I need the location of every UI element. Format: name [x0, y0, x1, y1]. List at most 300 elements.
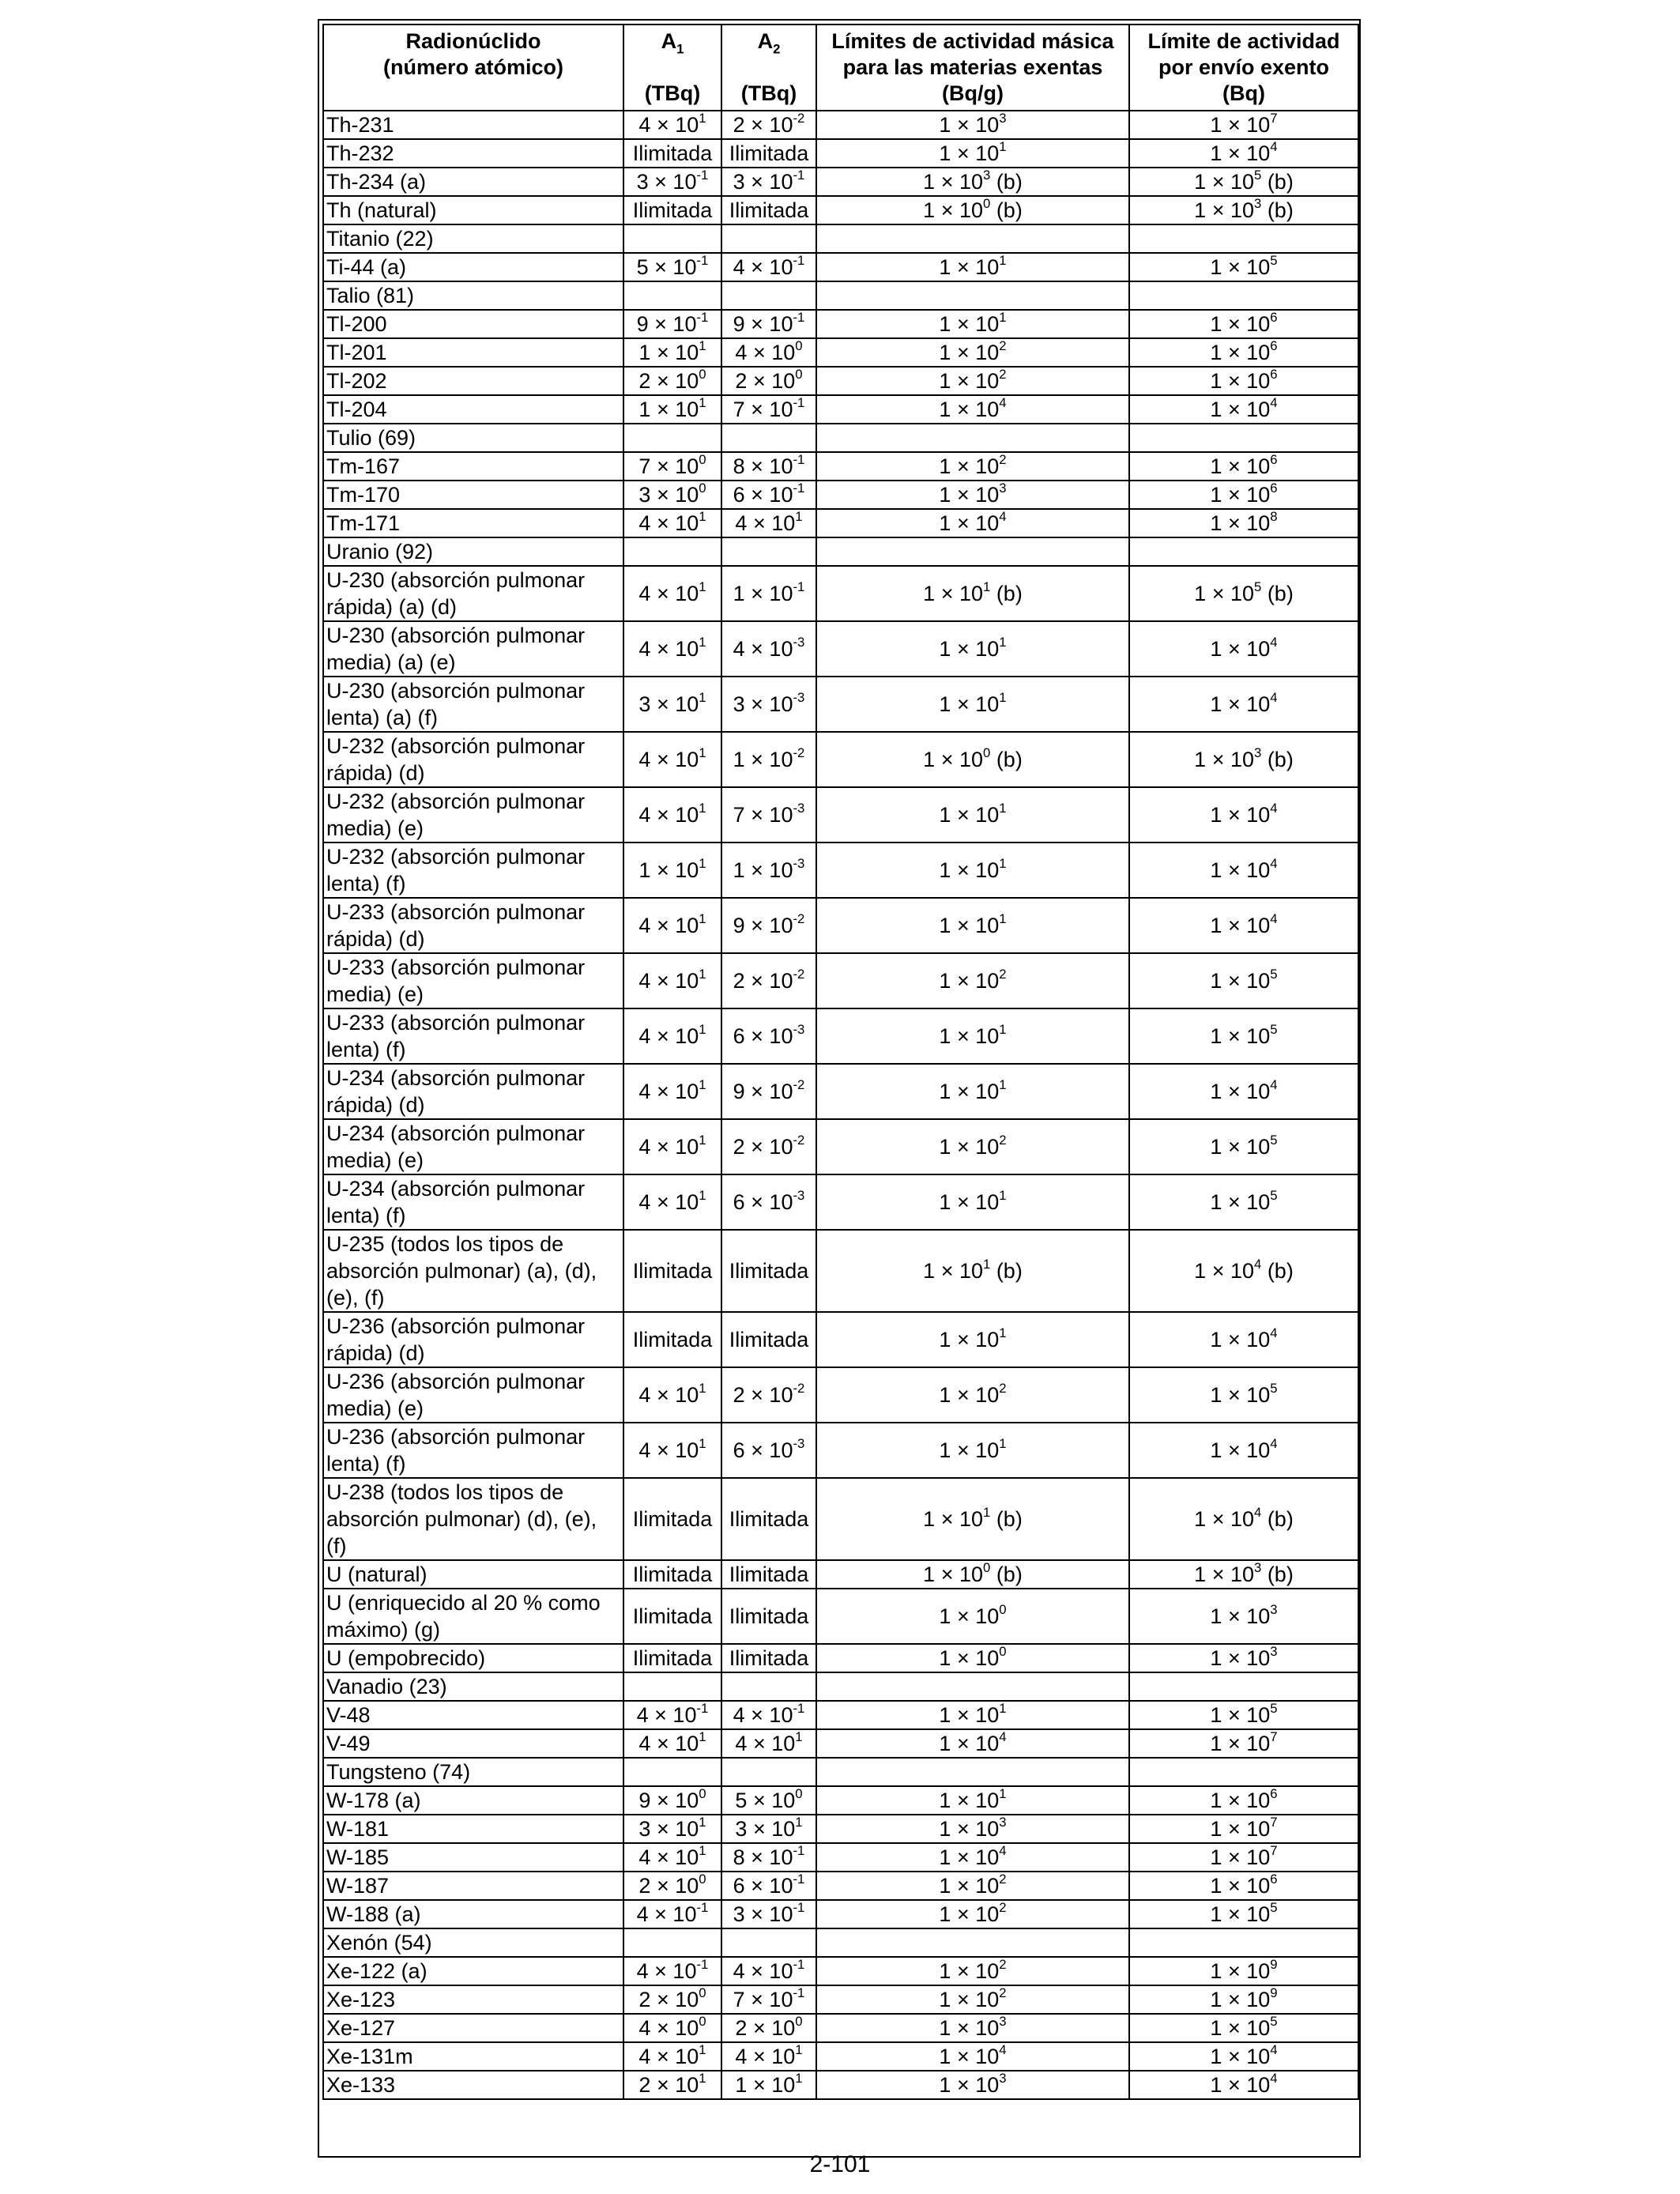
consignment-activity-cell — [1129, 537, 1358, 566]
table-row — [323, 1312, 1358, 1367]
mass-activity-cell: $1 \times 10^2$ — [816, 452, 1129, 481]
a1-cell: $4 \times 10^1$ — [623, 566, 721, 621]
a2-cell — [721, 424, 816, 452]
a1-cell: $1 \times 10^1$ — [623, 843, 721, 898]
mass-activity-cell: $1 \times 10^1$ — [816, 677, 1129, 732]
consignment-activity-cell: $1 \times 10^5$ — [1129, 1701, 1358, 1729]
header-consignment-activity-limit: Límite de actividad por envío exento (Bq) — [1129, 25, 1358, 111]
a1-cell: Ilimitada — [623, 1589, 721, 1644]
consignment-activity-cell: $1 \times 10^4$ — [1129, 898, 1358, 953]
mass-activity-cell: $1 \times 10^1$ — [816, 1701, 1129, 1729]
consignment-activity-cell: $1 \times 10^6$ — [1129, 310, 1358, 338]
a2-cell: Ilimitada — [721, 1478, 816, 1560]
mass-activity-cell — [816, 1758, 1129, 1786]
a2-cell: $6 \times 10^{-3}$ — [721, 1008, 816, 1064]
a1-cell — [623, 224, 721, 253]
table-row — [323, 168, 1358, 196]
a2-cell: Ilimitada — [721, 1230, 816, 1312]
radionuclide-cell: U-234 (absorción pulmonar rápida) (d) — [323, 1064, 623, 1119]
table-row — [323, 1119, 1358, 1174]
table-row — [323, 1367, 1358, 1423]
table-row — [323, 1560, 1358, 1589]
mass-activity-cell: $1 \times 10^2$ — [816, 1900, 1129, 1928]
table-row — [323, 509, 1358, 537]
a2-cell: $9 \times 10^{-1}$ — [721, 310, 816, 338]
table-row — [323, 1900, 1358, 1928]
radionuclide-cell: Th-232 — [323, 139, 623, 168]
radionuclide-cell: Tl-204 — [323, 395, 623, 424]
consignment-activity-cell: $1 \times 10^4$ — [1129, 395, 1358, 424]
a2-cell: $8 \times 10^{-1}$ — [721, 452, 816, 481]
table-header-row — [323, 25, 1358, 111]
table-row — [323, 224, 1358, 253]
a1-cell: $4 \times 10^1$ — [623, 1119, 721, 1174]
a2-cell: $6 \times 10^{-3}$ — [721, 1423, 816, 1478]
consignment-activity-cell: $1 \times 10^4$ — [1129, 1064, 1358, 1119]
radionuclide-cell: U (natural) — [323, 1560, 623, 1589]
a2-cell — [721, 224, 816, 253]
radionuclide-cell: U-234 (absorción pulmonar lenta) (f) — [323, 1174, 623, 1230]
table-row — [323, 338, 1358, 367]
mass-activity-cell: $1 \times 10^1$ — [816, 1064, 1129, 1119]
a1-cell: Ilimitada — [623, 196, 721, 224]
consignment-activity-cell: $1 \times 10^7$ — [1129, 111, 1358, 139]
a1-cell: $2 \times 10^0$ — [623, 1872, 721, 1900]
a1-cell — [623, 537, 721, 566]
a1-cell: $3 \times 10^1$ — [623, 1815, 721, 1843]
a1-cell: $4 \times 10^1$ — [623, 621, 721, 677]
radionuclide-cell: Tl-202 — [323, 367, 623, 395]
table-row — [323, 1230, 1358, 1312]
a2-cell: $4 \times 10^0$ — [721, 338, 816, 367]
a1-cell: $4 \times 10^1$ — [623, 509, 721, 537]
a2-cell: $4 \times 10^{-3}$ — [721, 621, 816, 677]
radionuclide-cell: U-232 (absorción pulmonar lenta) (f) — [323, 843, 623, 898]
mass-activity-cell: $1 \times 10^1$ — [816, 1786, 1129, 1815]
consignment-activity-cell: $1 \times 10^3$ (b) — [1129, 1560, 1358, 1589]
table-row — [323, 1729, 1358, 1758]
a2-cell: $6 \times 10^{-3}$ — [721, 1174, 816, 1230]
radionuclide-cell: Tulio (69) — [323, 424, 623, 452]
mass-activity-cell: $1 \times 10^1$ — [816, 843, 1129, 898]
a1-cell: $4 \times 10^1$ — [623, 1367, 721, 1423]
radionuclide-cell: Tl-201 — [323, 338, 623, 367]
a1-cell: $4 \times 10^1$ — [623, 898, 721, 953]
page-number: 2-101 — [809, 2151, 871, 2177]
a1-cell: $5 \times 10^{-1}$ — [623, 253, 721, 281]
consignment-activity-cell: $1 \times 10^5$ (b) — [1129, 168, 1358, 196]
radionuclide-cell: Xenón (54) — [323, 1928, 623, 1957]
table-row — [323, 1478, 1358, 1560]
table-row — [323, 2014, 1358, 2042]
mass-activity-cell: $1 \times 10^0$ (b) — [816, 732, 1129, 787]
header-mass-activity-limits: Límites de actividad másica para las materias exentas (Bq/g) — [816, 25, 1129, 111]
a2-cell: Ilimitada — [721, 139, 816, 168]
radionuclide-cell: Xe-127 — [323, 2014, 623, 2042]
table-row — [323, 1843, 1358, 1872]
radionuclide-cell: U-236 (absorción pulmonar media) (e) — [323, 1367, 623, 1423]
radionuclide-cell: W-187 — [323, 1872, 623, 1900]
consignment-activity-cell: $1 \times 10^4$ — [1129, 1423, 1358, 1478]
a2-cell: $7 \times 10^{-1}$ — [721, 1985, 816, 2014]
a2-cell: $6 \times 10^{-1}$ — [721, 481, 816, 509]
table-row — [323, 1786, 1358, 1815]
a1-cell: $3 \times 10^0$ — [623, 481, 721, 509]
a2-cell: $3 \times 10^{-1}$ — [721, 1900, 816, 1928]
radionuclide-cell: U-235 (todos los tipos de absorción pulmonar) (a), (d), (e), (f) — [323, 1230, 623, 1312]
a1-cell: Ilimitada — [623, 1644, 721, 1672]
radionuclide-cell: Th (natural) — [323, 196, 623, 224]
a2-cell: $4 \times 10^1$ — [721, 509, 816, 537]
radionuclide-cell: Th-231 — [323, 111, 623, 139]
a2-cell: $2 \times 10^{-2}$ — [721, 1119, 816, 1174]
a2-cell: $2 \times 10^0$ — [721, 367, 816, 395]
consignment-activity-cell: $1 \times 10^5$ — [1129, 253, 1358, 281]
a1-cell: $4 \times 10^0$ — [623, 2014, 721, 2042]
radionuclide-cell: Tm-167 — [323, 452, 623, 481]
a1-cell — [623, 424, 721, 452]
header-a2: $A_2$ (TBq) — [721, 25, 816, 111]
a2-cell — [721, 1672, 816, 1701]
a2-cell: $9 \times 10^{-2}$ — [721, 1064, 816, 1119]
radionuclide-cell: U-238 (todos los tipos de absorción pulmonar) (d), (e), (f) — [323, 1478, 623, 1560]
radionuclide-cell: U-236 (absorción pulmonar lenta) (f) — [323, 1423, 623, 1478]
table-row — [323, 111, 1358, 139]
mass-activity-cell — [816, 1928, 1129, 1957]
a1-cell: $9 \times 10^0$ — [623, 1786, 721, 1815]
radionuclide-cell: Uranio (92) — [323, 537, 623, 566]
consignment-activity-cell: $1 \times 10^4$ — [1129, 2071, 1358, 2099]
consignment-activity-cell — [1129, 224, 1358, 253]
mass-activity-cell: $1 \times 10^0$ (b) — [816, 196, 1129, 224]
a2-cell: $7 \times 10^{-1}$ — [721, 395, 816, 424]
consignment-activity-cell: $1 \times 10^6$ — [1129, 1786, 1358, 1815]
table-row — [323, 1589, 1358, 1644]
table-row — [323, 898, 1358, 953]
a2-cell: $2 \times 10^{-2}$ — [721, 1367, 816, 1423]
a1-cell: $4 \times 10^1$ — [623, 1174, 721, 1230]
mass-activity-cell: $1 \times 10^2$ — [816, 367, 1129, 395]
mass-activity-cell: $1 \times 10^1$ (b) — [816, 566, 1129, 621]
radionuclide-cell: U (enriquecido al 20 % como máximo) (g) — [323, 1589, 623, 1644]
consignment-activity-cell: $1 \times 10^5$ — [1129, 953, 1358, 1008]
a2-cell: $5 \times 10^0$ — [721, 1786, 816, 1815]
radionuclide-cell: W-178 (a) — [323, 1786, 623, 1815]
a1-cell: $4 \times 10^{-1}$ — [623, 1701, 721, 1729]
a1-cell: $7 \times 10^0$ — [623, 452, 721, 481]
a2-cell: $9 \times 10^{-2}$ — [721, 898, 816, 953]
a1-cell: $4 \times 10^1$ — [623, 1008, 721, 1064]
consignment-activity-cell: $1 \times 10^4$ (b) — [1129, 1230, 1358, 1312]
table-row — [323, 1872, 1358, 1900]
consignment-activity-cell: $1 \times 10^6$ — [1129, 338, 1358, 367]
mass-activity-cell: $1 \times 10^3$ — [816, 2014, 1129, 2042]
a1-cell: $4 \times 10^1$ — [623, 1843, 721, 1872]
table-row — [323, 843, 1358, 898]
mass-activity-cell: $1 \times 10^1$ (b) — [816, 1478, 1129, 1560]
a1-cell: $3 \times 10^1$ — [623, 677, 721, 732]
consignment-activity-cell: $1 \times 10^9$ — [1129, 1985, 1358, 2014]
a1-cell: Ilimitada — [623, 1312, 721, 1367]
consignment-activity-cell — [1129, 424, 1358, 452]
radionuclide-cell: U-234 (absorción pulmonar media) (e) — [323, 1119, 623, 1174]
consignment-activity-cell: $1 \times 10^6$ — [1129, 452, 1358, 481]
consignment-activity-cell: $1 \times 10^4$ — [1129, 2042, 1358, 2071]
a2-cell: $4 \times 10^{-1}$ — [721, 253, 816, 281]
consignment-activity-cell: $1 \times 10^7$ — [1129, 1729, 1358, 1758]
radionuclide-cell: Ti-44 (a) — [323, 253, 623, 281]
table-row — [323, 1701, 1358, 1729]
table-row — [323, 787, 1358, 843]
table-row — [323, 1672, 1358, 1701]
a2-cell: $4 \times 10^1$ — [721, 2042, 816, 2071]
a1-cell — [623, 1928, 721, 1957]
a2-cell: $6 \times 10^{-1}$ — [721, 1872, 816, 1900]
a1-cell: Ilimitada — [623, 1478, 721, 1560]
table-row — [323, 1758, 1358, 1786]
a1-cell — [623, 1672, 721, 1701]
a2-cell: $3 \times 10^{-3}$ — [721, 677, 816, 732]
a1-cell: $2 \times 10^0$ — [623, 367, 721, 395]
consignment-activity-cell: $1 \times 10^4$ — [1129, 787, 1358, 843]
table-row — [323, 367, 1358, 395]
radionuclide-cell: Tl-200 — [323, 310, 623, 338]
radionuclide-cell: W-188 (a) — [323, 1900, 623, 1928]
radionuclide-cell: Titanio (22) — [323, 224, 623, 253]
a2-cell: $1 \times 10^{-2}$ — [721, 732, 816, 787]
radionuclide-cell: Vanadio (23) — [323, 1672, 623, 1701]
radionuclide-cell: Tm-171 — [323, 509, 623, 537]
radionuclide-cell: U-233 (absorción pulmonar media) (e) — [323, 953, 623, 1008]
a1-cell: $3 \times 10^{-1}$ — [623, 168, 721, 196]
a1-cell: Ilimitada — [623, 1230, 721, 1312]
mass-activity-cell: $1 \times 10^1$ — [816, 139, 1129, 168]
table-row — [323, 1985, 1358, 2014]
radionuclide-cell: Xe-122 (a) — [323, 1957, 623, 1985]
radionuclide-cell: Xe-133 — [323, 2071, 623, 2099]
consignment-activity-cell: $1 \times 10^3$ (b) — [1129, 196, 1358, 224]
a2-cell — [721, 1758, 816, 1786]
mass-activity-cell — [816, 281, 1129, 310]
radionuclide-cell: W-185 — [323, 1843, 623, 1872]
header-radionuclide: Radionúclido (número atómico) — [323, 25, 623, 111]
mass-activity-cell: $1 \times 10^2$ — [816, 1872, 1129, 1900]
a2-cell: $7 \times 10^{-3}$ — [721, 787, 816, 843]
table-row — [323, 253, 1358, 281]
consignment-activity-cell: $1 \times 10^4$ — [1129, 139, 1358, 168]
consignment-activity-cell — [1129, 281, 1358, 310]
table-row — [323, 1957, 1358, 1985]
radionuclide-cell: U-236 (absorción pulmonar rápida) (d) — [323, 1312, 623, 1367]
mass-activity-cell: $1 \times 10^1$ — [816, 253, 1129, 281]
mass-activity-cell: $1 \times 10^1$ — [816, 787, 1129, 843]
mass-activity-cell: $1 \times 10^4$ — [816, 395, 1129, 424]
consignment-activity-cell: $1 \times 10^6$ — [1129, 367, 1358, 395]
table-row — [323, 196, 1358, 224]
a2-cell: $2 \times 10^{-2}$ — [721, 953, 816, 1008]
radionuclide-cell: U-232 (absorción pulmonar rápida) (d) — [323, 732, 623, 787]
table-row — [323, 1644, 1358, 1672]
consignment-activity-cell: $1 \times 10^4$ — [1129, 1312, 1358, 1367]
mass-activity-cell: $1 \times 10^2$ — [816, 1957, 1129, 1985]
table-row — [323, 953, 1358, 1008]
table-row — [323, 395, 1358, 424]
table-row — [323, 481, 1358, 509]
table-row — [323, 281, 1358, 310]
consignment-activity-cell: $1 \times 10^7$ — [1129, 1843, 1358, 1872]
a1-cell: $1 \times 10^1$ — [623, 338, 721, 367]
a2-cell: $4 \times 10^{-1}$ — [721, 1957, 816, 1985]
a2-cell — [721, 281, 816, 310]
table-row — [323, 310, 1358, 338]
mass-activity-cell — [816, 537, 1129, 566]
table-row — [323, 566, 1358, 621]
consignment-activity-cell: $1 \times 10^5$ — [1129, 2014, 1358, 2042]
mass-activity-cell — [816, 224, 1129, 253]
a1-cell: $4 \times 10^1$ — [623, 787, 721, 843]
consignment-activity-cell: $1 \times 10^5$ — [1129, 1367, 1358, 1423]
a2-cell: $1 \times 10^{-1}$ — [721, 566, 816, 621]
radionuclide-cell: W-181 — [323, 1815, 623, 1843]
consignment-activity-cell: $1 \times 10^7$ — [1129, 1815, 1358, 1843]
consignment-activity-cell: $1 \times 10^9$ — [1129, 1957, 1358, 1985]
table-row — [323, 1815, 1358, 1843]
a2-cell — [721, 1928, 816, 1957]
consignment-activity-cell: $1 \times 10^6$ — [1129, 481, 1358, 509]
header-a1: $A_1$ (TBq) — [623, 25, 721, 111]
mass-activity-cell — [816, 1672, 1129, 1701]
consignment-activity-cell: $1 \times 10^5$ — [1129, 1008, 1358, 1064]
radionuclide-cell: V-48 — [323, 1701, 623, 1729]
consignment-activity-cell — [1129, 1758, 1358, 1786]
consignment-activity-cell: $1 \times 10^3$ — [1129, 1644, 1358, 1672]
table-row — [323, 452, 1358, 481]
a1-cell: $2 \times 10^0$ — [623, 1985, 721, 2014]
consignment-activity-cell: $1 \times 10^4$ — [1129, 843, 1358, 898]
consignment-activity-cell: $1 \times 10^3$ (b) — [1129, 732, 1358, 787]
a1-cell: $4 \times 10^{-1}$ — [623, 1957, 721, 1985]
mass-activity-cell: $1 \times 10^3$ — [816, 1815, 1129, 1843]
mass-activity-cell: $1 \times 10^4$ — [816, 2042, 1129, 2071]
mass-activity-cell: $1 \times 10^1$ — [816, 1174, 1129, 1230]
radionuclide-table — [322, 24, 1359, 2100]
a2-cell: Ilimitada — [721, 1560, 816, 1589]
a1-cell: $2 \times 10^1$ — [623, 2071, 721, 2099]
radionuclide-cell: Xe-123 — [323, 1985, 623, 2014]
mass-activity-cell: $1 \times 10^1$ — [816, 1423, 1129, 1478]
table-row — [323, 1174, 1358, 1230]
mass-activity-cell: $1 \times 10^1$ (b) — [816, 1230, 1129, 1312]
mass-activity-cell: $1 \times 10^2$ — [816, 1367, 1129, 1423]
a2-cell: $1 \times 10^1$ — [721, 2071, 816, 2099]
radionuclide-cell: U (empobrecido) — [323, 1644, 623, 1672]
radionuclide-cell: Xe-131m — [323, 2042, 623, 2071]
consignment-activity-cell: $1 \times 10^4$ — [1129, 621, 1358, 677]
mass-activity-cell: $1 \times 10^0$ — [816, 1589, 1129, 1644]
a1-cell: $1 \times 10^1$ — [623, 395, 721, 424]
radionuclide-cell: U-232 (absorción pulmonar media) (e) — [323, 787, 623, 843]
mass-activity-cell: $1 \times 10^4$ — [816, 1729, 1129, 1758]
a1-cell: $4 \times 10^1$ — [623, 1064, 721, 1119]
mass-activity-cell: $1 \times 10^1$ — [816, 1008, 1129, 1064]
consignment-activity-cell: $1 \times 10^3$ — [1129, 1589, 1358, 1644]
mass-activity-cell: $1 \times 10^1$ — [816, 1312, 1129, 1367]
mass-activity-cell: $1 \times 10^3$ — [816, 481, 1129, 509]
table-row — [323, 621, 1358, 677]
mass-activity-cell: $1 \times 10^4$ — [816, 509, 1129, 537]
a1-cell — [623, 1758, 721, 1786]
table-row — [323, 677, 1358, 732]
a1-cell: $4 \times 10^1$ — [623, 1729, 721, 1758]
radionuclide-cell: Tm-170 — [323, 481, 623, 509]
radionuclide-cell: Tungsteno (74) — [323, 1758, 623, 1786]
radionuclide-cell: V-49 — [323, 1729, 623, 1758]
table-row — [323, 1008, 1358, 1064]
mass-activity-cell: $1 \times 10^2$ — [816, 1985, 1129, 2014]
a2-cell: $3 \times 10^1$ — [721, 1815, 816, 1843]
a1-cell — [623, 281, 721, 310]
mass-activity-cell: $1 \times 10^1$ — [816, 898, 1129, 953]
a1-cell: $4 \times 10^1$ — [623, 111, 721, 139]
a1-cell: $4 \times 10^1$ — [623, 2042, 721, 2071]
a2-cell: $2 \times 10^0$ — [721, 2014, 816, 2042]
radionuclide-cell: U-230 (absorción pulmonar rápida) (a) (d) — [323, 566, 623, 621]
a1-cell: $4 \times 10^1$ — [623, 1423, 721, 1478]
table-row — [323, 1423, 1358, 1478]
table-row — [323, 424, 1358, 452]
consignment-activity-cell: $1 \times 10^5$ — [1129, 1119, 1358, 1174]
table-row — [323, 1064, 1358, 1119]
consignment-activity-cell: $1 \times 10^4$ — [1129, 677, 1358, 732]
consignment-activity-cell: $1 \times 10^4$ (b) — [1129, 1478, 1358, 1560]
radionuclide-cell: U-230 (absorción pulmonar media) (a) (e) — [323, 621, 623, 677]
a2-cell: $3 \times 10^{-1}$ — [721, 168, 816, 196]
consignment-activity-cell — [1129, 1928, 1358, 1957]
a2-cell: Ilimitada — [721, 196, 816, 224]
a2-cell: $2 \times 10^{-2}$ — [721, 111, 816, 139]
a2-cell: $4 \times 10^1$ — [721, 1729, 816, 1758]
consignment-activity-cell: $1 \times 10^8$ — [1129, 509, 1358, 537]
radionuclide-cell: Talio (81) — [323, 281, 623, 310]
a2-cell: Ilimitada — [721, 1312, 816, 1367]
table-row — [323, 1928, 1358, 1957]
table-row — [323, 2071, 1358, 2099]
radionuclide-cell: U-233 (absorción pulmonar rápida) (d) — [323, 898, 623, 953]
table-row — [323, 139, 1358, 168]
mass-activity-cell: $1 \times 10^0$ (b) — [816, 1560, 1129, 1589]
consignment-activity-cell — [1129, 1672, 1358, 1701]
a2-cell: $1 \times 10^{-3}$ — [721, 843, 816, 898]
radionuclide-cell: Th-234 (a) — [323, 168, 623, 196]
a1-cell: $4 \times 10^1$ — [623, 732, 721, 787]
a1-cell: $9 \times 10^{-1}$ — [623, 310, 721, 338]
a1-cell: Ilimitada — [623, 139, 721, 168]
a2-cell: $8 \times 10^{-1}$ — [721, 1843, 816, 1872]
table-row — [323, 537, 1358, 566]
mass-activity-cell: $1 \times 10^4$ — [816, 1843, 1129, 1872]
mass-activity-cell: $1 \times 10^2$ — [816, 953, 1129, 1008]
mass-activity-cell: $1 \times 10^2$ — [816, 1119, 1129, 1174]
mass-activity-cell: $1 \times 10^1$ — [816, 310, 1129, 338]
a2-cell: Ilimitada — [721, 1644, 816, 1672]
mass-activity-cell: $1 \times 10^0$ — [816, 1644, 1129, 1672]
radionuclide-cell: U-233 (absorción pulmonar lenta) (f) — [323, 1008, 623, 1064]
mass-activity-cell: $1 \times 10^3$ — [816, 2071, 1129, 2099]
consignment-activity-cell: $1 \times 10^5$ — [1129, 1174, 1358, 1230]
consignment-activity-cell: $1 \times 10^5$ (b) — [1129, 566, 1358, 621]
table-body — [323, 111, 1358, 2099]
consignment-activity-cell: $1 \times 10^5$ — [1129, 1900, 1358, 1928]
